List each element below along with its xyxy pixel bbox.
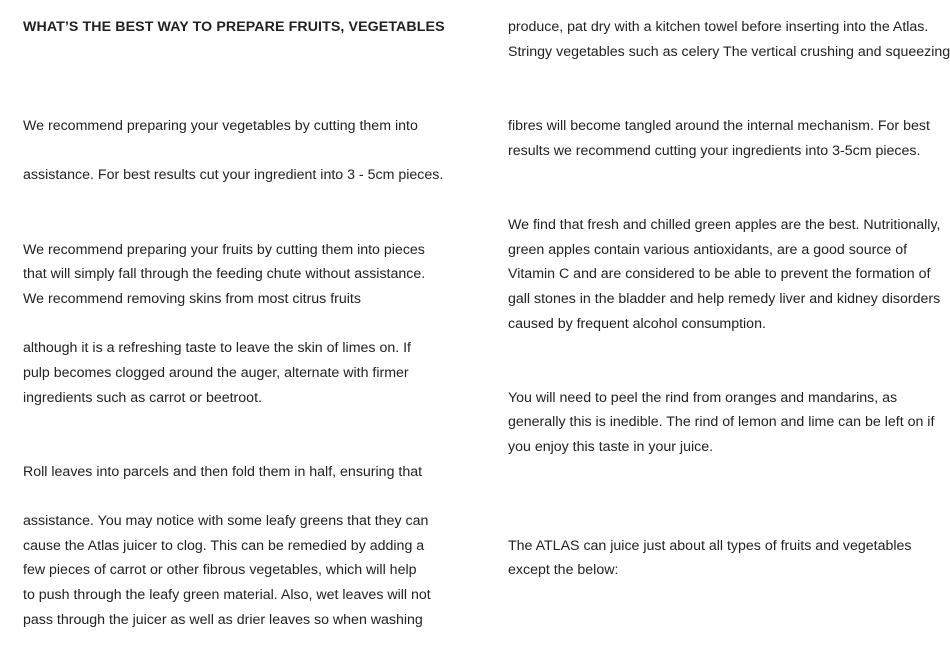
right-column — [508, 0, 950, 660]
paragraph-line: pulp becomes clogged around the auger, alternate with firmer — [23, 365, 409, 381]
paragraph-line: You will need to peel the rind from oranges and mandarins, as — [508, 390, 898, 406]
paragraph-line: except the below: — [508, 562, 619, 578]
paragraph-line: gall stones in the bladder and help remedy liver and kidney disorders — [508, 291, 941, 307]
paragraph-line: to push through the leafy green material. Also, wet leaves will not — [23, 587, 431, 603]
paragraph-line: We recommend removing skins from most citrus fruits — [23, 291, 361, 307]
paragraph-line: Stringy vegetables such as celery The vertical crushing and squeezing — [508, 44, 950, 60]
paragraph-line: caused by frequent alcohol consumption. — [508, 316, 766, 332]
paragraph-line: results we recommend cutting your ingredients into 3-5cm pieces. — [508, 143, 921, 159]
paragraph-line: We recommend preparing your vegetables by cutting them into — [23, 118, 418, 134]
paragraph-line: generally this is inedible. The rind of lemon and lime can be left on if — [508, 414, 935, 430]
paragraph-line: you enjoy this taste in your juice. — [508, 439, 714, 455]
left-column — [23, 0, 448, 660]
paragraph-line: although it is a refreshing taste to leave the skin of limes on. If — [23, 340, 412, 356]
paragraph-line: few pieces of carrot or other fibrous vegetables, which will help — [23, 562, 417, 578]
paragraph-line: that will simply fall through the feeding chute without assistance. — [23, 266, 426, 282]
paragraph-line: cause the Atlas juicer to clog. This can be remedied by adding a — [23, 538, 425, 554]
paragraph-line: Roll leaves into parcels and then fold them in half, ensuring that — [23, 464, 423, 480]
paragraph-line: The ATLAS can juice just about all types of fruits and vegetables — [508, 538, 912, 554]
paragraph-line: ingredients such as carrot or beetroot. — [23, 390, 262, 406]
paragraph-line: fibres will become tangled around the internal mechanism. For best — [508, 118, 930, 134]
paragraph-line: assistance. For best results cut your ingredient into 3 - 5cm pieces. — [23, 167, 444, 183]
paragraph-line: We find that fresh and chilled green apples are the best. Nutritionally, — [508, 217, 941, 233]
section-heading: WHAT’S THE BEST WAY TO PREPARE FRUITS, VEGETABLES — [23, 19, 445, 35]
paragraph-line: produce, pat dry with a kitchen towel before inserting into the Atlas. — [508, 19, 929, 35]
paragraph-line: pass through the juicer as well as drier leaves so when washing — [23, 612, 423, 628]
paragraph-line: We recommend preparing your fruits by cutting them into pieces — [23, 242, 425, 258]
paragraph-line: green apples contain various antioxidants, are a good source of — [508, 242, 908, 258]
paragraph-line: assistance. You may notice with some leafy greens that they can — [23, 513, 429, 529]
paragraph-line: Vitamin C and are considered to be able to prevent the formation of — [508, 266, 931, 282]
